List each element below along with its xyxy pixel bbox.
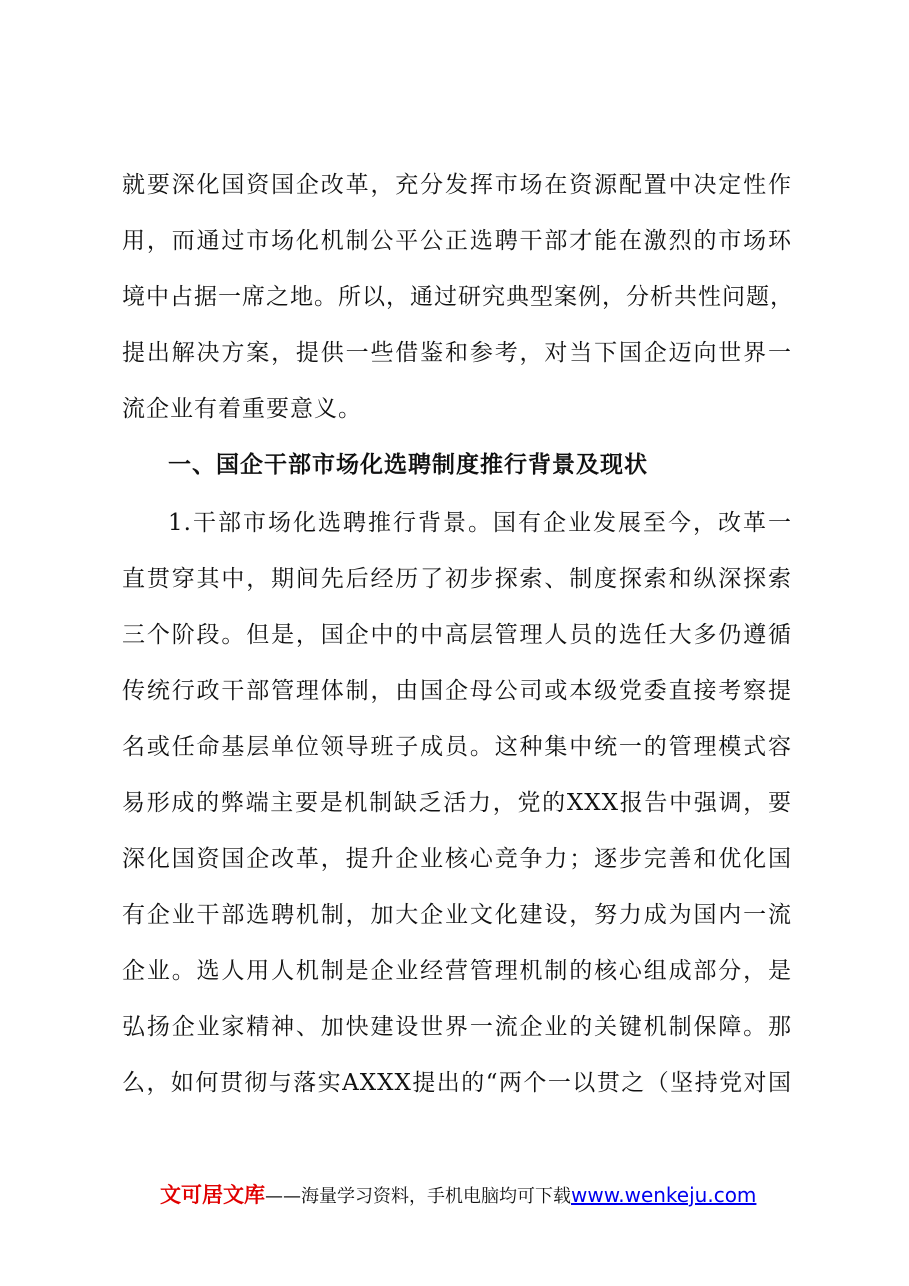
brand-name: 文可居文库: [160, 1183, 265, 1207]
paragraph-line: 传统行政干部管理体制，由国企母公司或本级党委直接考察提: [122, 678, 792, 704]
paragraph-line: 提出解决方案，提供一些借鉴和参考，对当下国企迈向世界一: [122, 340, 792, 366]
paragraph-line: 直贯穿其中，期间先后经历了初步探索、制度探索和纵深探索: [122, 566, 792, 592]
website-link[interactable]: www.wenkeju.com: [571, 1183, 757, 1207]
footer-slogan: ——海量学习资料，手机电脑均可下载: [265, 1186, 571, 1207]
paragraph-line: 用，而通过市场化机制公平公正选聘干部才能在激烈的市场环: [122, 228, 792, 254]
paragraph-line: 流企业有着重要意义。: [122, 396, 362, 422]
paragraph-line: 1.干部市场化选聘推行背景。国有企业发展至今，改革一: [168, 510, 792, 536]
paragraph-line: 三个阶段。但是，国企中的中高层管理人员的选任大多仍遵循: [122, 622, 792, 648]
paragraph-line: 就要深化国资国企改革，充分发挥市场在资源配置中决定性作: [122, 172, 792, 198]
section-heading: 一、国企干部市场化选聘制度推行背景及现状: [168, 452, 648, 478]
paragraph-line: 境中占据一席之地。所以，通过研究典型案例，分析共性问题，: [122, 284, 794, 310]
paragraph-line: 易形成的弊端主要是机制缺乏活力，党的XXX报告中强调，要: [122, 790, 792, 816]
paragraph-line: 么，如何贯彻与落实AXXX提出的“两个一以贯之（坚持党对国: [122, 1070, 792, 1096]
paragraph-line: 弘扬企业家精神、加快建设世界一流企业的关键机制保障。那: [122, 1014, 792, 1040]
paragraph-line: 深化国资国企改革，提升企业核心竞争力；逐步完善和优化国: [122, 846, 792, 872]
footer-banner: [160, 1182, 756, 1210]
paragraph-line: 有企业干部选聘机制，加大企业文化建设，努力成为国内一流: [122, 902, 792, 928]
paragraph-line: 名或任命基层单位领导班子成员。这种集中统一的管理模式容: [122, 734, 792, 760]
paragraph-line: 企业。选人用人机制是企业经营管理机制的核心组成部分，是: [122, 958, 792, 984]
